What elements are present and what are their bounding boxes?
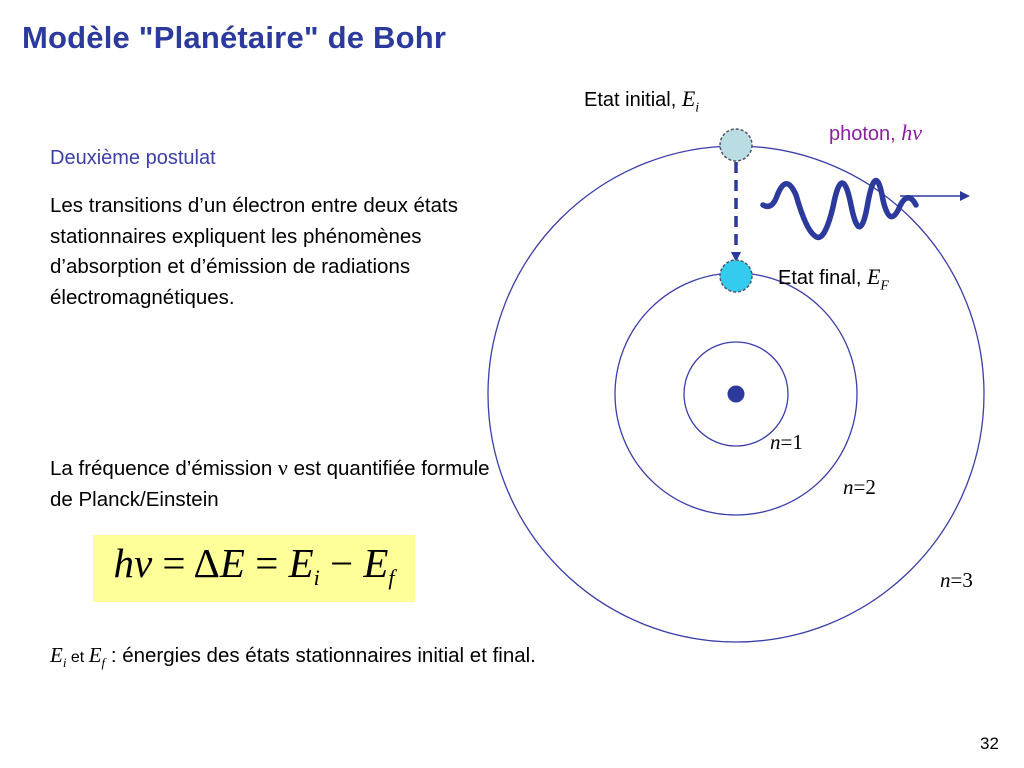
photon-wave (763, 180, 916, 237)
final-state-symbol (866, 264, 889, 294)
note-Ef-letter: E (88, 643, 102, 667)
electron-initial (720, 129, 752, 161)
formula-h: h (113, 540, 134, 586)
orbit-n3-value: =3 (950, 568, 973, 592)
formula-E: E (219, 540, 245, 586)
formula-equals-1: = (152, 540, 194, 586)
frequency-text-b: est quantifiée formule de Planck/Einstein (50, 457, 490, 511)
photon-text: photon, (829, 123, 902, 145)
slide-title: Modèle "Planétaire" de Bohr (22, 20, 447, 55)
transition-paragraph: Les transitions d’un électron entre deux états stationnaires expliquent les phénomènes d’absorption et d’émission de radiations électromagnétiques. (50, 194, 458, 309)
note-Ef-sub: f (101, 655, 106, 671)
page-number: 32 (980, 734, 999, 753)
orbit-n3-symbol: n (940, 568, 951, 592)
final-state-label (778, 264, 889, 294)
initial-state-E: E (681, 86, 696, 111)
initial-state-text: Etat initial, (584, 89, 682, 111)
note-et: et (66, 649, 89, 666)
orbit-label-n3 (940, 568, 973, 593)
final-state-E: E (866, 264, 881, 289)
formula-f-sub: f (388, 565, 395, 590)
orbit-n2-value: =2 (853, 475, 876, 499)
note-Ei-sub: i (62, 655, 67, 671)
formula-nu: ν (133, 540, 153, 586)
formula-delta: Δ (193, 540, 220, 586)
frequency-text-a: La fréquence d’émission (50, 457, 278, 480)
initial-state-symbol (681, 86, 700, 116)
nucleus (728, 386, 745, 403)
postulate-heading: Deuxième postulat (50, 147, 216, 169)
formula-Ei: E (288, 540, 314, 586)
formula-minus: − (319, 540, 364, 586)
note-rest: : énergies des états stationnaires initial et final. (105, 644, 536, 667)
formula-equals-2: = (244, 540, 289, 586)
orbit-label-n2 (843, 475, 876, 500)
formula-Ef: E (363, 540, 389, 586)
electron-final (720, 260, 752, 292)
orbit-n1-value: =1 (780, 430, 803, 454)
initial-state-label (584, 86, 699, 116)
initial-state-sub: i (695, 100, 700, 116)
final-state-sub: F (880, 278, 889, 294)
orbit-label-n1 (770, 430, 803, 455)
final-state-text: Etat final, (778, 267, 867, 289)
formula-i-sub: i (313, 565, 320, 590)
note-Ei-letter: E (50, 643, 63, 667)
orbit-n2-symbol: n (843, 475, 854, 499)
photon-label (829, 120, 922, 146)
photon-symbol: hν (901, 120, 923, 145)
orbit-n1-symbol: n (770, 430, 781, 454)
nu-symbol: ν (277, 455, 288, 480)
